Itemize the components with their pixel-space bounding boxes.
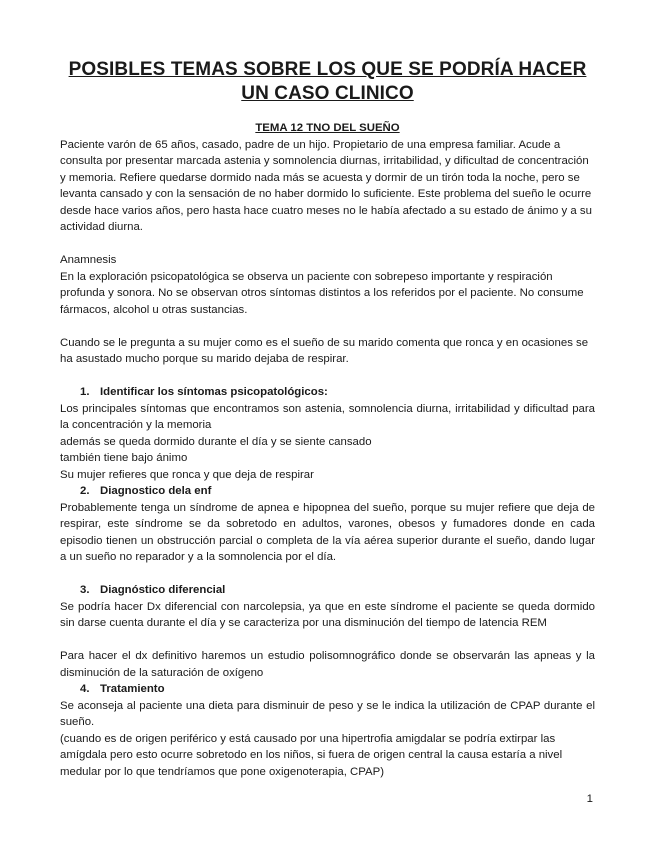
document-page — [60, 58, 595, 780]
section-title-1: Identificar los síntomas psicopatológicos: — [100, 386, 328, 398]
section-1-line-2: además se queda dormido durante el día y se siente cansado — [60, 435, 372, 448]
section-heading-4 — [60, 681, 595, 698]
section-1-line-4: Su mujer refieres que ronca y que deja de respirar — [60, 468, 314, 481]
section-1-line-3: también tiene bajo ánimo — [60, 452, 188, 464]
section-heading-2 — [60, 483, 595, 500]
section-3-line-2: Para hacer el dx definitivo haremos un estudio polisomnográfico donde se observarán las apneas y la disminución de la saturación de oxígeno — [60, 650, 595, 679]
section-2-line-1: Probablemente tenga un síndrome de apnea e hipopnea del sueño, porque su mujer refiere que deja de respirar, este síndrome se da sobretodo en adultos, varones, obesos y fumadores donde en cada episodio tienen un obstrucción parcial o completa de la vía aérea superior durante el sueño, dando lugar a un sueño no reparador y a la somnolencia por el día. — [60, 501, 595, 563]
section-heading-1 — [60, 384, 595, 401]
anamnesis-label: Anamnesis — [60, 254, 117, 266]
section-number-1: 1. — [80, 386, 90, 398]
anamnesis-text: En la exploración psicopatológica se observa un paciente con sobrepeso importante y respiración profunda y sonora. No se observan otros síntomas distintos a los referidos por el paciente. No consume fármacos, alcohol u otras sustancias. — [60, 270, 584, 316]
title-line-2: UN CASO CLINICO — [241, 83, 414, 104]
section-1-line-1: Los principales síntomas que encontramos son astenia, somnolencia diurna, irritabilidad y dificultad para la concentración y la memoria — [60, 402, 595, 431]
section-title-3: Diagnóstico diferencial — [100, 584, 226, 596]
section-title-4: Tratamiento — [100, 683, 165, 695]
page-number: 1 — [586, 793, 593, 805]
wife-report: Cuando se le pregunta a su mujer como es el sueño de su marido comenta que ronca y en ocasiones se ha asustado mucho porque su marido dejaba de respirar. — [60, 336, 589, 365]
section-heading-3 — [60, 582, 595, 599]
section-number-2: 2. — [80, 485, 90, 497]
section-4-line-2: (cuando es de origen periférico y está causado por una hipertrofia amigdalar se podría extirpar las amígdala pero esto ocurre sobretodo en los niños, si fuera de origen central la causa estaría a nivel medular por lo que tendríamos que pone oxigenoterapia, CPAP) — [60, 732, 563, 778]
case-intro: Paciente varón de 65 años, casado, padre de un hijo. Propietario de una empresa familiar. Acude a consulta por presentar marcada astenia y somnolencia diurnas, irritabilidad, y dificultad de concentración y memoria. Refiere quedarse dormido nada más se acuesta y dormir de un tirón toda la noche, pero se levanta cansado y con la sensación de no haber dormido lo suficiente. Este problema del sueño le ocurre desde hace varios años, pero hasta hace cuatro meses no le había afectado a su estado de ánimo y a su actividad diurna. — [60, 138, 592, 233]
document-title — [60, 58, 595, 106]
section-4-line-1: Se aconseja al paciente una dieta para disminuir de peso y se le indica la utilización de CPAP durante el sueño. — [60, 699, 595, 728]
section-number-3: 3. — [80, 584, 90, 596]
title-line-1: POSIBLES TEMAS SOBRE LOS QUE SE PODRÍA HACER — [68, 59, 587, 80]
section-title-2: Diagnostico dela enf — [100, 485, 212, 497]
topic-subtitle: TEMA 12 TNO DEL SUEÑO — [255, 122, 400, 134]
section-3-line-1: Se podría hacer Dx diferencial con narcolepsia, ya que en este síndrome el paciente se queda dormido sin darse cuenta durante el día y se caracteriza por una disminución del tiempo de latencia REM — [60, 600, 595, 629]
section-number-4: 4. — [80, 683, 90, 695]
